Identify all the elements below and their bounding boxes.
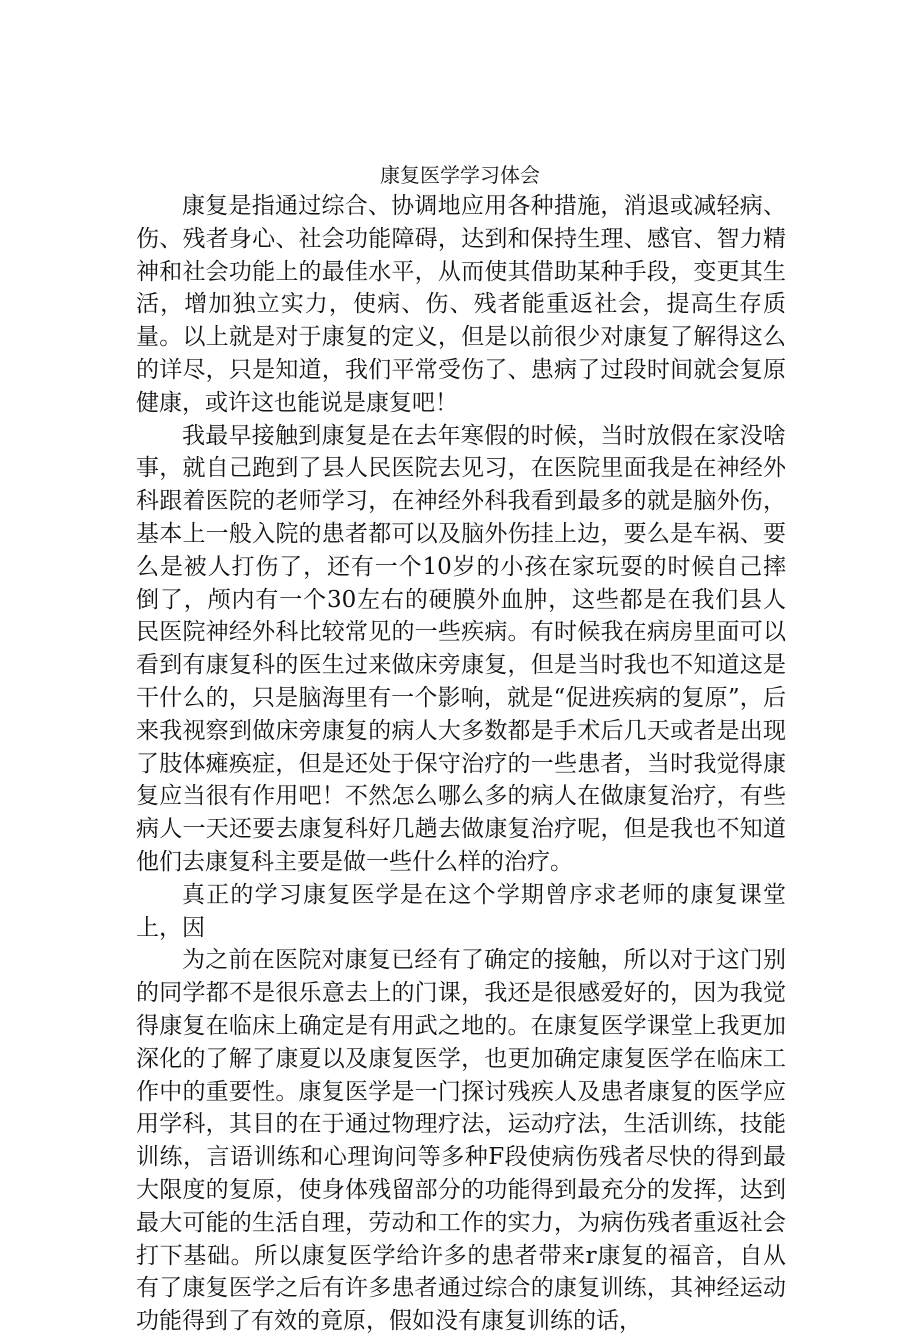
paragraph-1: 康复是指通过综合、协调地应用各种措施，消退或减轻病、伤、残者身心、社会功能障碍，达到和保持生理、感官、智力精神和社会功能上的最佳水平，从而使其借助某种手段，变更其生活，增加独立实力，使病、伤、残者能重返社会，提高生存质量。以上就是对于康复的定义，但是以前很少对康复了解得这么的详尽，只是知道，我们平常受伤了、患病了过段时间就会复原健康，或许这也能说是康复吧！ (136, 193, 786, 416)
document-title: 康复医学学习体会 (380, 163, 540, 187)
paragraph-3: 真正的学习康复医学是在这个学期曾序求老师的康复课堂上，因 (136, 881, 786, 941)
document-body (136, 190, 786, 1338)
paragraph-4: 为之前在医院对康复已经有了确定的接触，所以对于这门别的同学都不是很乐意去上的门课，我还是很感爱好的，因为我觉得康复在临床上确定是有用武之地的。在康复医学课堂上我更加深化的了解了康夏以及康复医学，也更加确定康复医学在临床工作中的重要性。康复医学是一门探讨残疾人及患者康复的医学应用学科，其目的在于通过物理疗法，运动疗法，生活训练，技能训练，言语训练和心理询问等多种F段使病伤残者尽快的得到最大限度的复原，使身体残留部分的功能得到最充分的发挥，达到最大可能的生活自理，劳动和工作的实力，为病伤残者重返社会打下基础。所以康复医学给许多的患者带来r康复的福音，自从有了康复医学之后有许多患者通过综合的康复训练，其神经运动功能得到了有效的竟原，假如没有康复训练的话， (136, 947, 786, 1335)
paragraph-2: 我最早接触到康复是在去年寒假的时候，当时放假在家没啥事，就自己跑到了县人民医院去见习，在医院里面我是在神经外科跟着医院的老师学习，在神经外科我看到最多的就是脑外伤，基本上一般入院的患者都可以及脑外伤挂上边，要么是车祸、要么是被人打伤了，还有一个10岁的小孩在家玩耍的时候自己摔倒了，颅内有一个30左右的硬膜外血肿，这些都是在我们县人民医院神经外科比较常见的一些疾病。有时候我在病房里面可以看到有康复科的医生过来做床旁康复，但是当时我也不知道这是干什么的，只是脑海里有一个影响，就是“促进疾病的复原”，后来我视察到做床旁康复的病人大多数都是手术后几天或者是出现了肢体瘫痪症，但是还处于保守治疗的一些患者，当时我觉得康复应当很有作用吧！不然怎么哪么多的病人在做康复治疗，有些病人一天还要去康复科好几趟去做康复治疗呢，但是我也不知道他们去康复科主要是做一些什么样的治疗。 (136, 422, 786, 875)
